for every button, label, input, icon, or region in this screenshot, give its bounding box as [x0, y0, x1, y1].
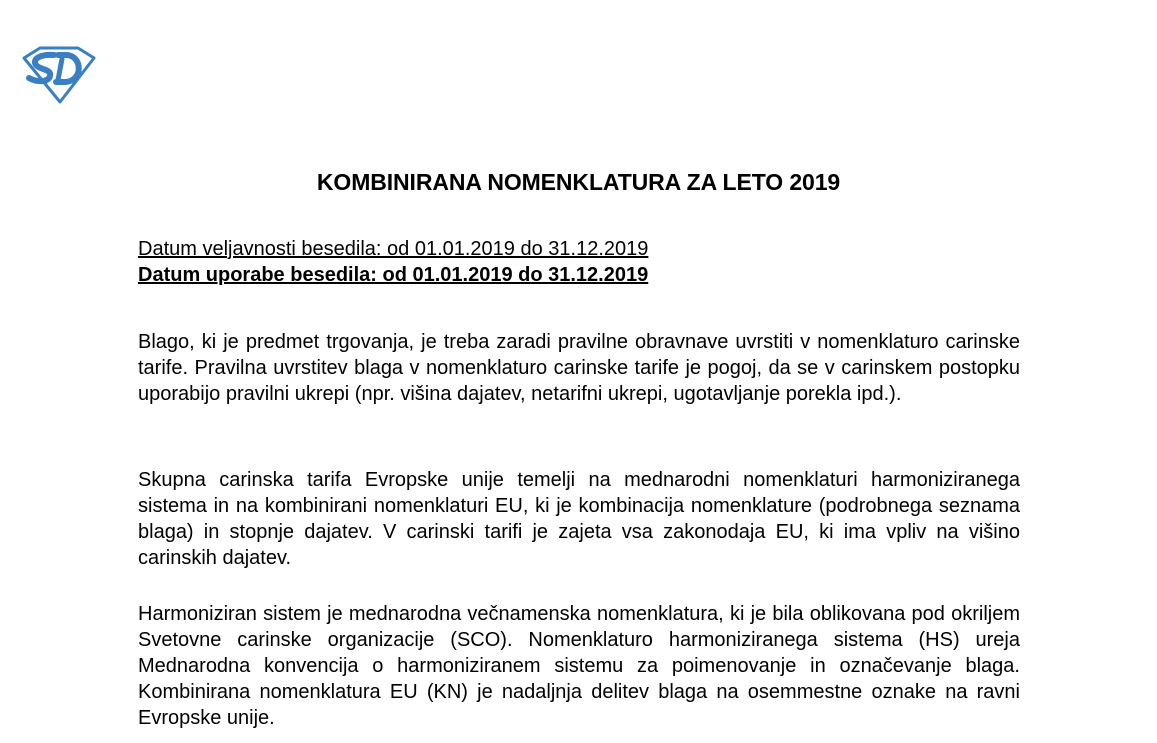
document-title: KOMBINIRANA NOMENKLATURA ZA LETO 2019 — [316, 169, 841, 195]
paragraph: Blago, ki je predmet trgovanja, je treba zaradi pravilne obravnave uvrstiti v nomenklaturo carinske tarife. Pravilna uvrstitev blaga v nomenklaturo carinske tarife je pogoj, da se v carinskem postopku uporabijo pravilni ukrepi (npr. višina dajatev, netarifni ukrepi, ugotavljanje porekla ipd.). — [138, 331, 1020, 405]
paragraph: Harmoniziran sistem je mednarodna večnamenska nomenklatura, ki je bila oblikovana pod okriljem Svetovne carinske organizacije (SCO). Nomenklaturo harmoniziranega sistema (HS) ureja Mednarodna konvencija o harmoniziranem sistemu za poimenovanje in označevanje blaga. Kombinirana nomenklatura EU (KN) je nadaljnja delitev blaga na osemmestne oznake na ravni Evropske unije. — [138, 603, 1020, 729]
validity-date: Datum veljavnosti besedila: od 01.01.2019 do 31.12.2019 — [138, 238, 649, 260]
company-logo — [20, 46, 96, 104]
date-block — [138, 236, 648, 288]
usage-date: Datum uporabe besedila: od 01.01.2019 do 31.12.2019 — [138, 264, 649, 286]
paragraph: Skupna carinska tarifa Evropske unije temelji na mednarodni nomenklaturi harmoniziranega sistema in na kombinirani nomenklaturi EU, ki je kombinacija nomenklature (podrobnega seznama blaga) in stopnje dajatev. V carinski tarifi je zajeta vsa zakonodaja EU, ki ima vpliv na višino carinskih dajatev. — [138, 469, 1020, 569]
